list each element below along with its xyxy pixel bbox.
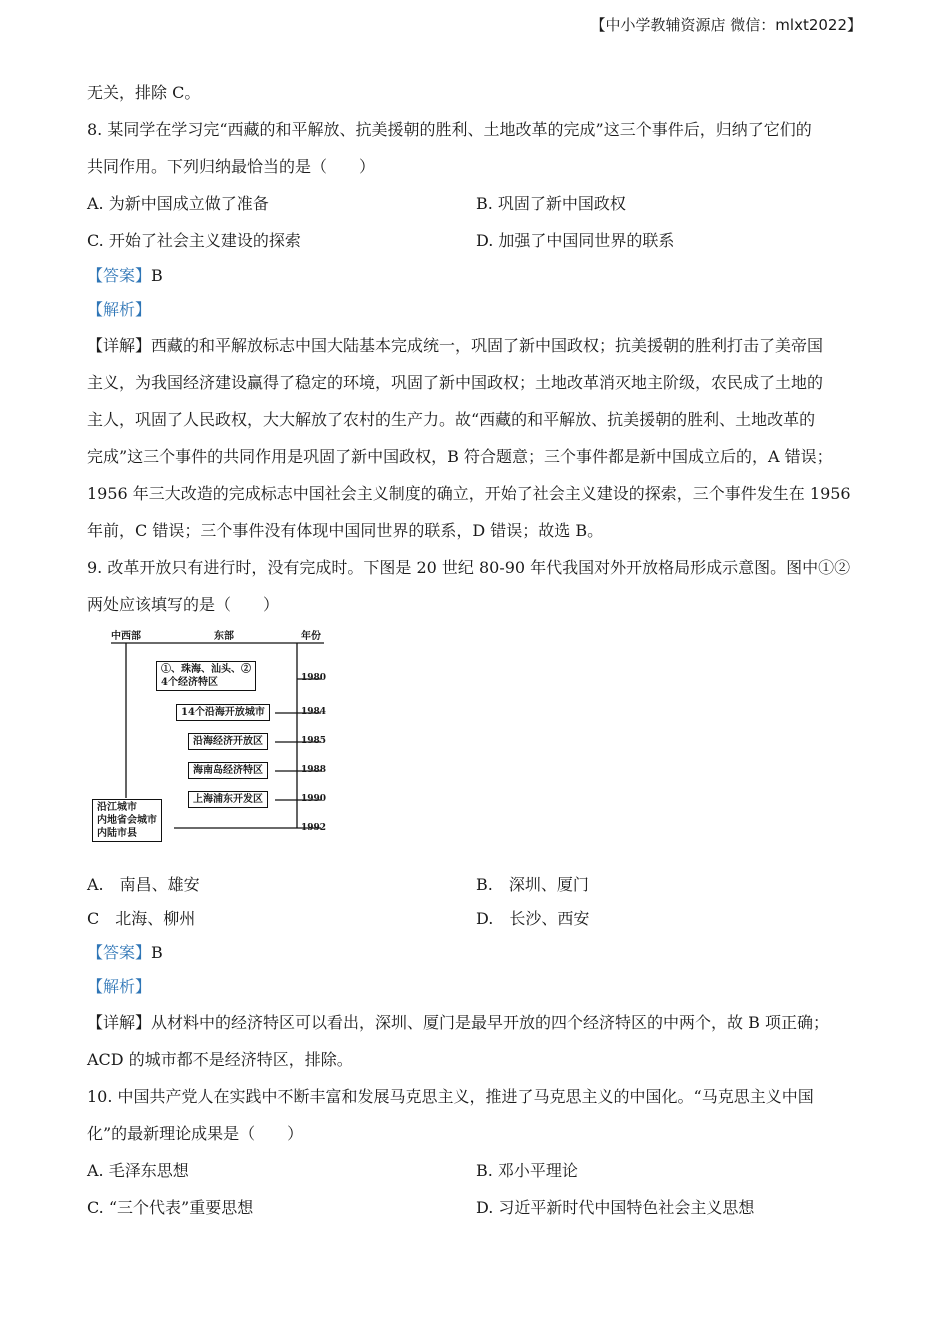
page-header: 【中小学教辅资源店 微信：mlxt2022】 (590, 16, 862, 34)
q9-option-a: A. 南昌、雄安 (87, 875, 200, 894)
year-1990: 1990 (301, 794, 327, 804)
q8-detail-line-6: 年前，C 错误；三个事件没有体现中国同世界的联系，D 错误；故选 B。 (87, 521, 604, 540)
q9-option-b: B. 深圳、厦门 (476, 875, 589, 894)
q10-stem-line-2: 化”的最新理论成果是（ ） (87, 1124, 304, 1143)
q8-stem-line-2: 共同作用。下列归纳最恰当的是（ ） (87, 157, 376, 176)
q8-answer (87, 259, 877, 293)
q8-detail-text-1: 西藏的和平解放标志中国大陆基本完成统一，巩固了新中国政权；抗美援朝的胜利打击了美帝国 (151, 336, 824, 355)
question-10 (87, 1078, 877, 1226)
year-1980: 1980 (301, 673, 327, 683)
q9-option-c: C 北海、柳州 (87, 909, 196, 928)
label-east: 东部 (214, 631, 234, 642)
q10-options-row-2 (87, 1189, 877, 1226)
q9-detail-line-1 (87, 1004, 877, 1041)
q8-stem-line-1: 8. 某同学在学习完“西藏的和平解放、抗美援朝的胜利、土地改革的完成”这三个事件后，归纳了它们的 (87, 120, 812, 139)
q9-detail-line-2: ACD 的城市都不是经济特区，排除。 (87, 1050, 353, 1069)
q8-option-a: A. 为新中国成立做了准备 (87, 194, 269, 213)
q8-option-c: C. 开始了社会主义建设的探索 (87, 231, 301, 250)
q8-detail-line-4: 完成”这三个事件的共同作用是巩固了新中国政权，B 符合题意；三个事件都是新中国成立后的，A 错误； (87, 447, 833, 466)
q8-detail-line-1 (87, 327, 877, 364)
year-1988: 1988 (301, 765, 327, 775)
q9-option-d: D. 长沙、西安 (476, 909, 590, 928)
q8-options-row-2 (87, 222, 877, 259)
question-9 (87, 549, 877, 1078)
year-1985: 1985 (301, 736, 327, 746)
q10-option-d: D. 习近平新时代中国特色社会主义思想 (476, 1198, 755, 1217)
box-inland-line-1: 沿江城市 (97, 802, 137, 813)
q9-options-row-2 (87, 902, 877, 936)
box-coastal-cities: 14个沿海开放城市 (176, 704, 270, 721)
q9-answer-value: B (151, 943, 163, 962)
q8-detail-line-3: 主人，巩固了人民政权，大大解放了农村的生产力。故“西藏的和平解放、抗美援朝的胜利、土地改革的 (87, 410, 816, 429)
q8-detail-tag: 【详解】 (87, 336, 152, 355)
q9-analysis-tag: 【解析】 (87, 977, 152, 996)
label-mid-west: 中西部 (111, 631, 141, 642)
question-8 (87, 111, 877, 549)
q8-analysis-tag: 【解析】 (87, 300, 152, 319)
box-special-zones-line-2: 4个经济特区 (161, 677, 218, 688)
box-pudong: 上海浦东开发区 (188, 791, 268, 808)
q8-detail-line-2: 主义，为我国经济建设赢得了稳定的环境，巩固了新中国政权；土地改革消灭地主阶级，农民成了土地的 (87, 373, 824, 392)
box-inland (92, 799, 162, 842)
q8-options-row-1 (87, 185, 877, 222)
document-body (87, 74, 877, 1226)
intro-text: 无关，排除 C。 (87, 83, 201, 102)
q10-options-row-1 (87, 1152, 877, 1189)
q10-stem-line-1: 10. 中国共产党人在实践中不断丰富和发展马克思主义，推进了马克思主义的中国化。“马克思主义中国 (87, 1087, 814, 1106)
q9-stem-line-2: 两处应该填写的是（ ） (87, 595, 280, 614)
q10-option-a: A. 毛泽东思想 (87, 1161, 189, 1180)
year-1984: 1984 (301, 707, 327, 717)
box-inland-line-3: 内陆市县 (97, 828, 137, 839)
q10-option-b: B. 邓小平理论 (476, 1161, 578, 1180)
q9-detail-tag: 【详解】 (87, 1013, 152, 1032)
opening-up-diagram (89, 631, 349, 856)
q9-answer-tag: 【答案】 (87, 943, 152, 962)
q9-detail-text-1: 从材料中的经济特区可以看出，深圳、厦门是最早开放的四个经济特区的中两个，故 B 项正确； (151, 1013, 829, 1032)
q8-option-d: D. 加强了中国同世界的联系 (476, 231, 675, 250)
q9-answer (87, 936, 877, 970)
q8-option-b: B. 巩固了新中国政权 (476, 194, 626, 213)
box-inland-line-2: 内地省会城市 (97, 815, 157, 826)
year-1992: 1992 (301, 823, 327, 833)
q9-options-row-1 (87, 868, 877, 902)
label-year: 年份 (301, 631, 321, 642)
box-coastal-zone: 沿海经济开放区 (188, 733, 268, 750)
q8-detail-line-5: 1956 年三大改造的完成标志中国社会主义制度的确立，开始了社会主义建设的探索，三个事件发生在 1956 (87, 484, 851, 503)
box-special-zones (156, 661, 256, 691)
q8-answer-value: B (151, 266, 163, 285)
q9-stem-line-1: 9. 改革开放只有进行时，没有完成时。下图是 20 世纪 80-90 年代我国对外开放格局形成示意图。图中①② (87, 558, 851, 577)
box-hainan: 海南岛经济特区 (188, 762, 268, 779)
box-special-zones-line-1: ①、珠海、汕头、② (161, 664, 251, 675)
q10-option-c: C. “三个代表”重要思想 (87, 1198, 254, 1217)
q8-answer-tag: 【答案】 (87, 266, 152, 285)
